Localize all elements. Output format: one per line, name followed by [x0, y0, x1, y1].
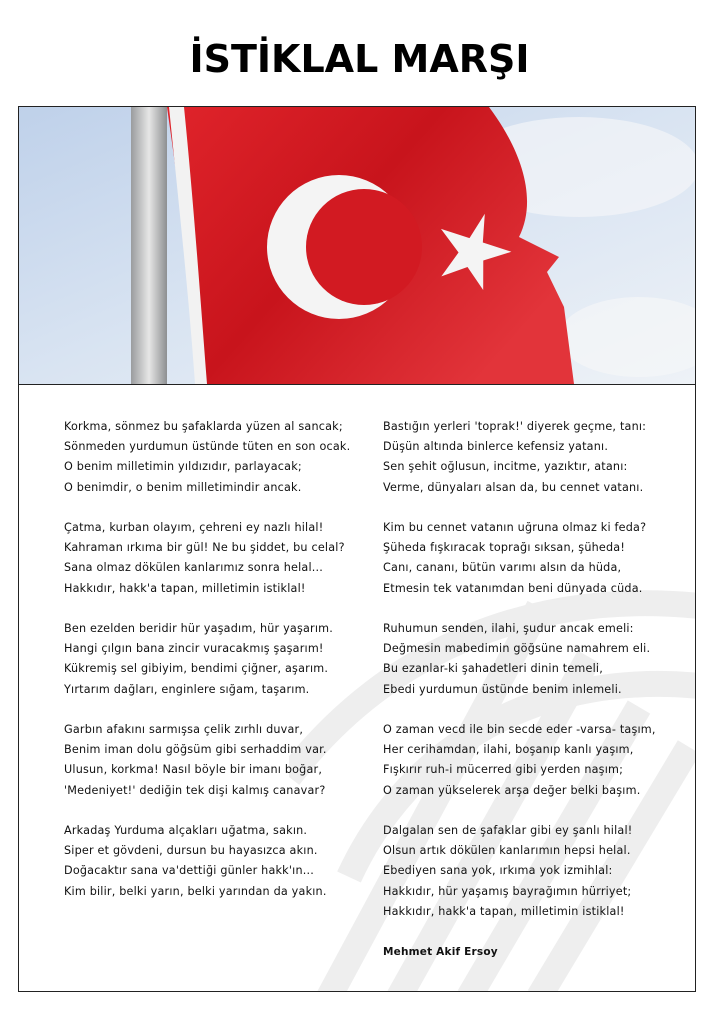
stanza: [383, 821, 656, 922]
page-title: İSTİKLAL MARŞI: [189, 37, 530, 81]
poem-line: Sönmeden yurdumun üstünde tüten en son ocak.: [64, 440, 351, 454]
poem-line: Fışkırır ruh-i mücerred gibi yerden naşım;: [383, 763, 624, 777]
poem-line: Siper et gövdeni, dursun bu hayasızca akın.: [64, 844, 318, 858]
stanza: [64, 417, 350, 498]
poem-line: Benim iman dolu göğsüm gibi serhaddim var.: [64, 743, 327, 757]
poem-line: Yırtarım dağları, enginlere sığam, taşarım.: [64, 682, 310, 696]
poem-line: Şüheda fışkıracak toprağı sıksan, şüheda!: [383, 541, 626, 555]
stanza: [64, 821, 350, 902]
poem-line: Arkadaş Yurduma alçakları uğatma, sakın.: [64, 824, 308, 837]
turkish-flag-photo: [19, 107, 696, 385]
poem-line: Garbın afakını sarmışsa çelik zırhlı duvar,: [64, 723, 304, 736]
poem-line: Hangi çılgın bana zincir vuracakmış şaşarım!: [64, 642, 324, 656]
poem-line: Doğacaktır sana va'dettiği günler hakk'ın...: [64, 864, 314, 878]
poem-line: Kim bu cennet vatanın uğruna olmaz ki feda?: [383, 521, 647, 534]
poem-line: Kim bilir, belki yarın, belki yarından da yakın.: [64, 884, 327, 898]
poem-line: Olsun artık dökülen kanlarımın hepsi helal.: [383, 844, 631, 858]
poem-line: Hakkıdır, hakk'a tapan, milletimin istiklal!: [383, 904, 625, 918]
poem-line: Hakkıdır, hakk'a tapan, milletimin istiklal!: [64, 581, 306, 595]
stanza: [64, 720, 350, 801]
poem-line: O zaman vecd ile bin secde eder -varsa- taşım,: [383, 723, 656, 736]
poem-column-right: [383, 417, 656, 962]
stanza: [64, 619, 350, 700]
author-name: Mehmet Akif Ersoy: [383, 946, 498, 959]
poem-line: Değmesin mabedimin göğsüne namahrem eli.: [383, 642, 651, 656]
poem-line: Ulusun, korkma! Nasıl böyle bir imanı boğar,: [64, 763, 323, 777]
poem-line: O benimdir, o benim milletimindir ancak.: [64, 480, 302, 494]
poem-line: O benim milletimin yıldızıdır, parlayacak;: [64, 460, 302, 474]
poem-line: Etmesin tek vatanımdan beni dünyada cüda.: [383, 581, 643, 595]
poem-line: O zaman yükselerek arşa değer belki başım.: [383, 783, 641, 797]
poem-line: Ben ezelden beridir hür yaşadım, hür yaşarım.: [64, 622, 334, 635]
poem-line: Canı, cananı, bütün varımı alsın da hüda,: [383, 561, 622, 575]
stanza: [64, 518, 350, 599]
poem-line: Bu ezanlar-ki şahadetleri dinin temeli,: [383, 662, 603, 676]
stanza: [383, 720, 656, 801]
poem-line: Dalgalan sen de şafaklar gibi ey şanlı hilal!: [383, 824, 633, 837]
poem-line: Sen şehit oğlusun, incitme, yazıktır, atanı:: [383, 460, 628, 474]
poem-line: Ebediyen sana yok, ırkıma yok izmihlal:: [383, 864, 613, 878]
poem-line: Çatma, kurban olayım, çehreni ey nazlı hilal!: [64, 521, 324, 534]
stanza: [383, 518, 656, 599]
poem-line: Bastığın yerleri 'toprak!' diyerek geçme, tanı:: [383, 420, 647, 433]
poem-line: Korkma, sönmez bu şafaklarda yüzen al sancak;: [64, 420, 343, 433]
poem-line: Düşün altında binlerce kefensiz yatanı.: [383, 440, 609, 454]
poem-line: Her cerihamdan, ilahi, boşanıp kanlı yaşım,: [383, 743, 634, 757]
poem-line: Ruhumun senden, ilahi, şudur ancak emeli:: [383, 622, 634, 635]
poem-line: Kükremiş sel gibiyim, bendimi çiğner, aşarım.: [64, 662, 329, 676]
poem-line: Hakkıdır, hür yaşamış bayrağımın hürriyet;: [383, 884, 632, 898]
poem-line: Kahraman ırkıma bir gül! Ne bu şiddet, bu celal?: [64, 541, 345, 555]
poem-line: Verme, dünyaları alsan da, bu cennet vatanı.: [383, 480, 644, 494]
poem-line: Ebedi yurdumun üstünde benim inlemeli.: [383, 682, 622, 696]
poem-line: 'Medeniyet!' dediğin tek dişi kalmış canavar?: [64, 783, 326, 797]
poem-frame: [18, 106, 696, 992]
stanza: [383, 417, 656, 498]
poem-column-left: [64, 417, 350, 922]
stanza: [383, 619, 656, 700]
poem-line: Sana olmaz dökülen kanlarımız sonra helal...: [64, 561, 324, 575]
